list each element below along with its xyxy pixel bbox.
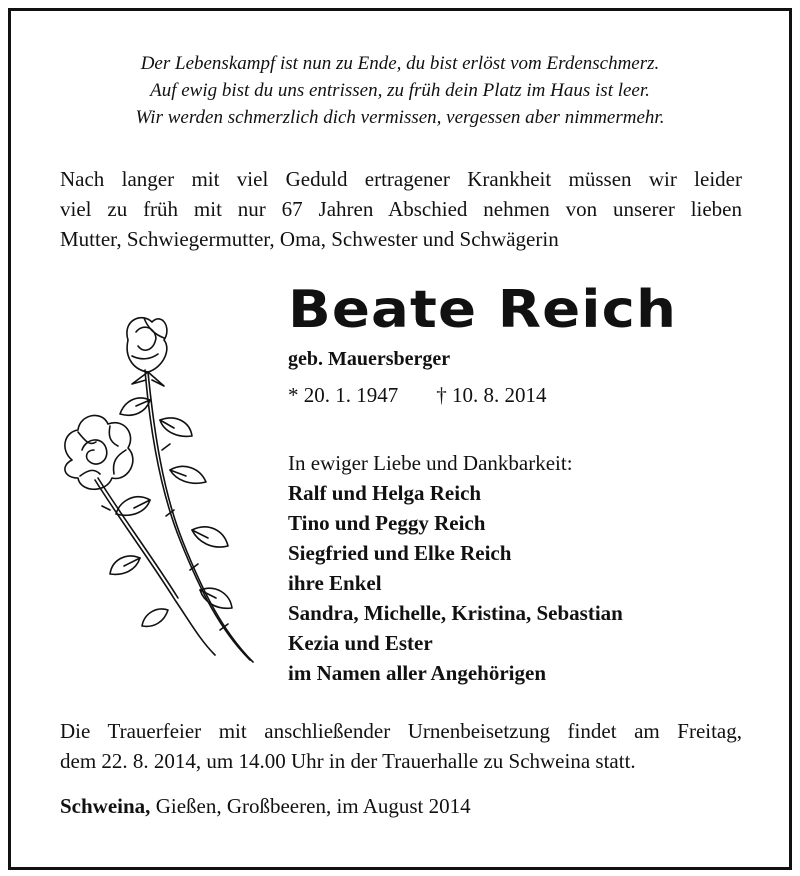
intro-line: Nach langer mit viel Geduld ertragener Krankheit müssen wir leider [60, 167, 742, 191]
mourner-line: im Namen aller Angehörigen [288, 661, 547, 685]
place-rest: Gießen, Großbeeren, im August 2014 [150, 794, 471, 818]
funeral-line: dem 22. 8. 2014, um 14.00 Uhr in der Trauerhalle zu Schweina statt. [60, 749, 636, 773]
funeral-line: Die Trauerfeier mit anschließender Urnenbeisetzung findet am Freitag, [60, 719, 742, 743]
place-town: Schweina, [60, 794, 151, 818]
birth-date: * 20. 1. 1947 [288, 383, 399, 407]
funeral-info [60, 716, 742, 776]
intro-text [60, 164, 742, 254]
poem-line: Auf ewig bist du uns entrissen, zu früh dein Platz im Haus ist leer. [150, 80, 650, 101]
poem-line: Wir werden schmerzlich dich vermissen, vergessen aber nimmermehr. [135, 107, 665, 128]
poem-line: Der Lebenskampf ist nun zu Ende, du bist erlöst vom Erdenschmerz. [140, 53, 660, 74]
mourner-line: Ralf und Helga Reich [288, 481, 482, 505]
intro-line: viel zu früh mit nur 67 Jahren Abschied nehmen von unserer lieben [60, 197, 742, 221]
mourners-lead: In ewiger Liebe und Dankbarkeit: [288, 451, 573, 475]
life-dates [288, 383, 547, 408]
death-date: † 10. 8. 2014 [436, 383, 547, 407]
maiden-name: geb. Mauersberger [288, 348, 451, 370]
mourners-block [288, 448, 623, 688]
mourner-line: ihre Enkel [288, 571, 382, 595]
mourner-line: Siegfried und Elke Reich [288, 541, 512, 565]
deceased-name: Beate Reich [288, 280, 678, 340]
mourner-line: Sandra, Michelle, Kristina, Sebastian [288, 601, 623, 625]
place-date-line [60, 794, 471, 819]
intro-line: Mutter, Schwiegermutter, Oma, Schwester und Schwägerin [60, 227, 559, 251]
mourner-line: Kezia und Ester [288, 631, 433, 655]
mourner-line: Tino und Peggy Reich [288, 511, 486, 535]
rose-drawing-icon [50, 310, 265, 680]
poem [0, 50, 800, 131]
